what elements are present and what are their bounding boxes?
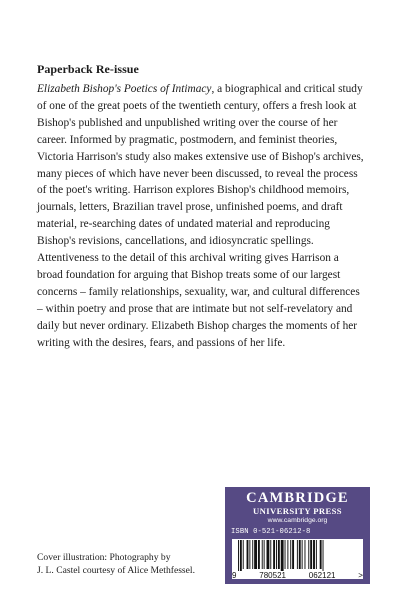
publisher-url: www.cambridge.org [267,517,328,524]
isbn-digit-group-1: 780521 [259,571,286,580]
book-description [37,81,364,352]
cover-credit-line-1: Cover illustration: Photography by [37,552,171,563]
isbn-addon-marker: > [358,571,363,580]
barcode-icon [238,540,356,571]
publisher-name: CAMBRIDGE [246,490,349,506]
cover-credit-line-2: J. L. Castel courtesy of Alice Methfessel. [37,565,195,576]
book-title-italic: Elizabeth Bishop's Poetics of Intimacy [37,83,212,95]
cover-credit [37,551,217,577]
isbn-digit-prefix: 9 [232,571,237,580]
isbn-digits-row [232,571,363,580]
description-body: , a biographical and critical study of one of the great poets of the twentieth century, offers a fresh look at Bishop's published and unpublished writing over the course of her career. Informed by pragmatic, postmodern, and feminist theories, Victoria Harrison's study also makes extensive use of Bishop's archives, many pieces of which have never been discussed, to reveal the process of the poet's writing. Harrison explores Bishop's childhood memoirs, journals, letters, Brazilian travel prose, unfinished poems, and draft material, re-searching dates of undated material and reproducing Bishop's revisions, cancellations, and idiosyncratic spellings. Attentiveness to the detail of this archival writing gives Harrison a broad foundation for arguing that Bishop treats some of our largest concerns – family relationships, sexuality, war, and cultural differences – within poetry and prose that are intimate but not self-revelatory and daily but never ordinary. Elizabeth Bishop charges the moments of her writing with the desires, fears, and passions of her life. [37,83,364,349]
isbn-digit-group-2: 062121 [308,571,336,580]
publisher-subtitle: UNIVERSITY PRESS [253,506,342,516]
isbn-label: ISBN 0-521-06212-8 [231,528,311,536]
edition-heading: Paperback Re-issue [37,62,139,76]
